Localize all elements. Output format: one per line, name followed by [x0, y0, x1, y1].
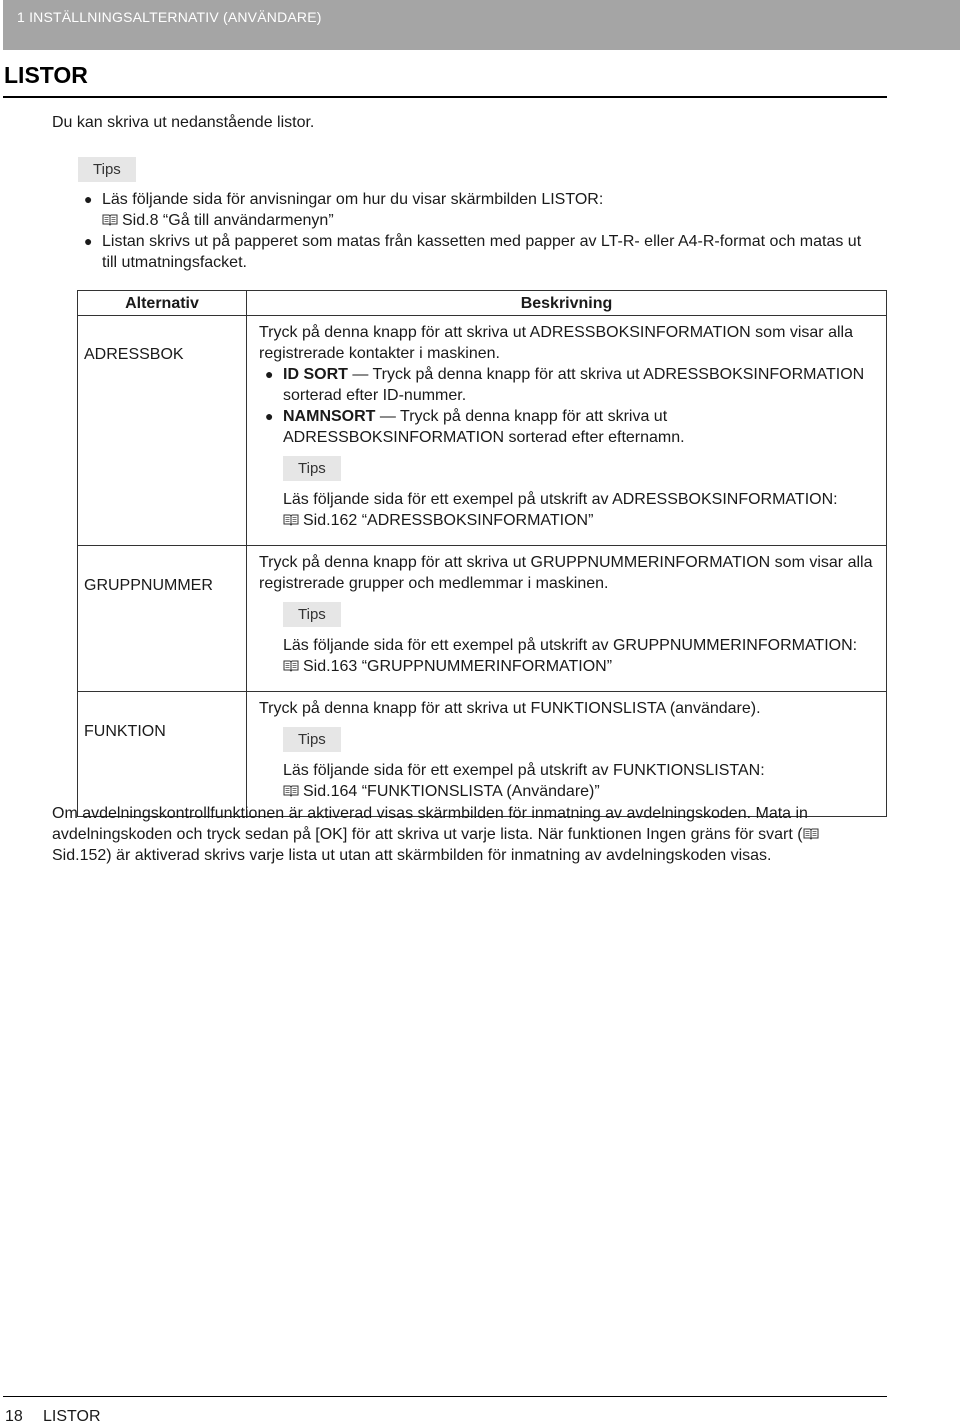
page-reference-link[interactable]: Sid.163 “GRUPPNUMMERINFORMATION”	[303, 658, 613, 675]
tips-list	[78, 189, 878, 273]
chapter-header	[3, 0, 960, 50]
option-name: FUNKTION	[78, 692, 247, 817]
section-title: LISTOR	[4, 62, 88, 88]
sub-option-namnsort: ● NAMNSORT — Tryck på denna knapp för att skriva ut ADRESSBOKSINFORMATION sorterad efter efternamn.	[265, 408, 685, 446]
tips-label: Tips	[283, 727, 341, 752]
tips-item: ● Läs följande sida för anvisningar om hur du visar skärmbilden LISTOR: Sid.8 “Gå till användarmenyn”	[84, 191, 604, 229]
intro-text: Du kan skriva ut nedanstående listor.	[52, 114, 315, 131]
column-header-description: Beskrivning	[247, 291, 887, 316]
title-rule	[3, 96, 887, 98]
page-reference-link[interactable]: Sid.162 “ADRESSBOKSINFORMATION”	[303, 512, 594, 529]
column-header-option: Alternativ	[78, 291, 247, 316]
table-row	[78, 316, 887, 546]
book-icon	[102, 213, 118, 226]
option-description: Tryck på denna knapp för att skriva ut GRUPPNUMMERINFORMATION som visar alla registrerade grupper och medlemmar i maskinen. Tips Läs följande sida för ett exempel på utskrift av GRUPPNUMMERINFORMATION: Sid.163 “GRUPPNUMMERINFORMATION”	[247, 546, 887, 692]
tips-box: Tips Läs följande sida för ett exempel på utskrift av ADRESSBOKSINFORMATION: Sid.162 “ADRESSBOKSINFORMATION”	[283, 456, 880, 531]
tips-box: Tips Läs följande sida för ett exempel på utskrift av FUNKTIONSLISTAN: Sid.164 “FUNKTIONSLISTA (Användare)”	[283, 727, 880, 802]
bullet-icon: ●	[84, 191, 93, 207]
table-row	[78, 546, 887, 692]
page-footer-title: LISTOR	[43, 1408, 101, 1425]
footer-rule	[3, 1396, 887, 1397]
book-icon	[283, 513, 299, 526]
option-description: Tryck på denna knapp för att skriva ut FUNKTIONSLISTA (användare). Tips Läs följande sida för ett exempel på utskrift av FUNKTIONSLISTAN: Sid.164 “FUNKTIONSLISTA (Användare)”	[247, 692, 887, 817]
sub-option-id-sort: ● ID SORT — Tryck på denna knapp för att skriva ut ADRESSBOKSINFORMATION sorterad efter ID-nummer.	[265, 366, 865, 404]
book-icon	[283, 784, 299, 797]
bullet-icon: ●	[265, 408, 274, 424]
tips-label: Tips	[283, 602, 341, 627]
page-reference-link[interactable]: Sid.8 “Gå till användarmenyn”	[122, 212, 334, 229]
table-header-row	[78, 291, 887, 316]
option-name: ADRESSBOK	[78, 316, 247, 546]
bullet-icon: ●	[265, 366, 274, 382]
page-reference-link[interactable]: Sid.152	[52, 847, 107, 864]
tips-label: Tips	[78, 157, 136, 182]
page-number: 18	[5, 1408, 23, 1425]
page-reference-link[interactable]: Sid.164 “FUNKTIONSLISTA (Användare)”	[303, 783, 600, 800]
tips-box: Tips Läs följande sida för ett exempel på utskrift av GRUPPNUMMERINFORMATION: Sid.163 “GRUPPNUMMERINFORMATION”	[283, 602, 880, 677]
book-icon	[283, 659, 299, 672]
option-description: Tryck på denna knapp för att skriva ut ADRESSBOKSINFORMATION som visar alla registrerade kontakter i maskinen. ● ID SORT — Tryck på denna knapp för att skriva ut ADRESSBOKSINFORMATION sorterad efter ID-nummer. ● NAMNSORT — Tryck på denna knapp för att skriva ut ADRESSBOKSINFORMATION sorterad efter efternamn. Tips Läs följande sida för ett exempel på utskrift av ADRESSBOKSINFORMATION: Sid.162 “ADRESSBOKSINFORMATION”	[247, 316, 887, 546]
book-icon	[803, 827, 819, 840]
option-name: GRUPPNUMMER	[78, 546, 247, 692]
tips-box	[78, 157, 136, 182]
tips-label: Tips	[283, 456, 341, 481]
chapter-title: 1 INSTÄLLNINGSALTERNATIV (ANVÄNDARE)	[17, 9, 322, 25]
tips-item: ● Listan skrivs ut på papperet som matas från kassetten med papper av LT-R- eller A4-R-format och matas ut till utmatningsfacket.	[84, 233, 862, 271]
department-code-note: Om avdelningskontrollfunktionen är aktiverad visas skärmbilden för inmatning av avdelningskoden. Mata in avdelningskoden och tryck sedan på [OK] för att skriva ut varje lista. När funktionen Ingen gräns för svart (Sid.152) är aktiverad skrivs varje lista ut utan att skärmbilden för inmatning av avdelningskoden visas.	[52, 803, 882, 866]
bullet-icon: ●	[84, 233, 93, 249]
table-row	[78, 692, 887, 817]
options-table	[77, 290, 887, 817]
